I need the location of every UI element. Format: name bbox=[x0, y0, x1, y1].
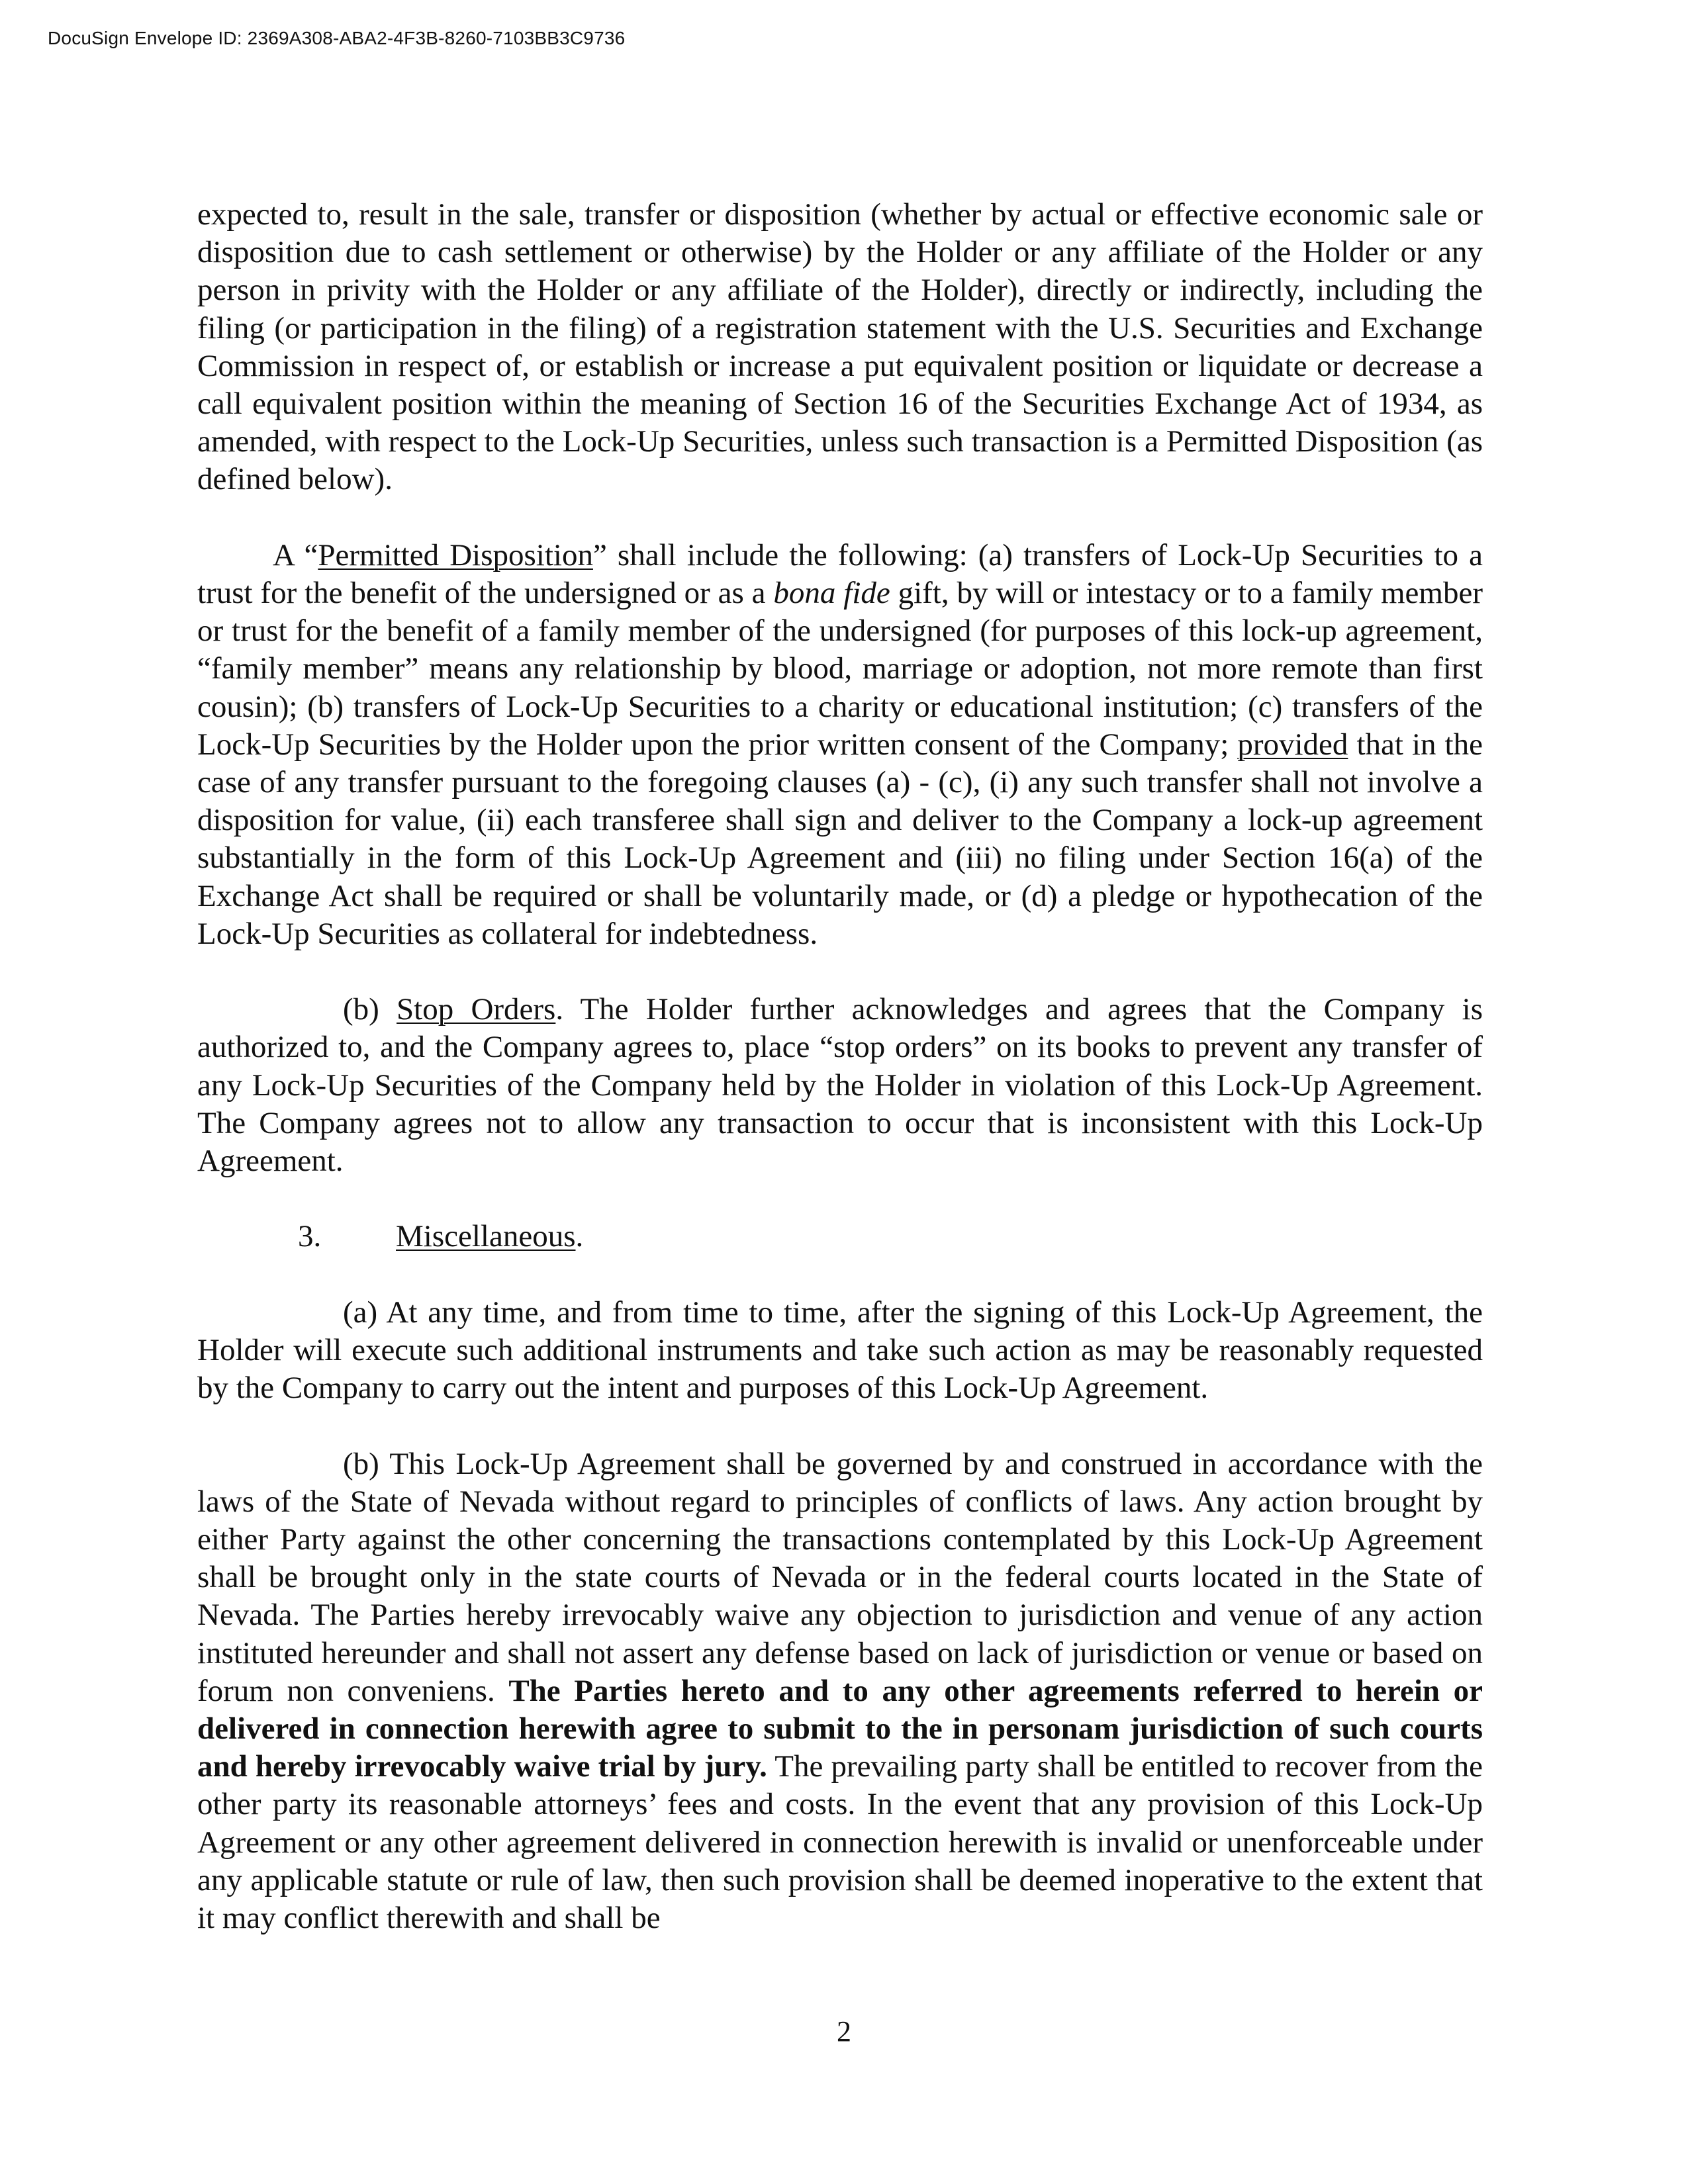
text-run: (b) This Lock-Up Agreement shall be governed by and construed in accordance with the laws of the State of Nevada without regard to principles of conflicts of laws. Any action brought by either Party against the other concerning the transactions contemplated by this Lock-Up Agreement shall be brought only in the state courts of Nevada or in the federal courts located in the State of Nevada. The Parties hereby irrevocably waive any objection to jurisdiction and venue of any action instituted hereunder and shall not assert any defense based on lack of jurisdiction or venue or based on forum non conveniens. bbox=[197, 1446, 1483, 1708]
section-number: 3. bbox=[298, 1219, 322, 1254]
text-run: ” shall include the following: (a) transfers of Lock-Up Securities to a trust for the benefit of the undersigned or as a bbox=[197, 537, 1483, 611]
paragraph-continuation: expected to, result in the sale, transfer or disposition (whether by actual or effective economic sale or disposition due to cash settlement or otherwise) by the Holder or any affiliate of the Holder or any person in privity with the Holder or any affiliate of the Holder), directly or indirectly, including the filing (or participation in the filing) of a registration statement with the U.S. Securities and Exchange Commission in respect of, or establish or increase a put equivalent position or liquidate or decrease a call equivalent position within the meaning of Section 16 of the Securities Exchange Act of 1934, as amended, with respect to the Lock-Up Securities, unless such transaction is a Permitted Disposition (as defined below). bbox=[197, 197, 1483, 497]
paragraph-permitted-disposition bbox=[197, 537, 1483, 953]
text-run: The prevailing party shall be entitled to recover from the other party its reasonable attorneys’ fees and costs. In the event that any provision of this Lock-Up Agreement or any other agreement delivered in connection herewith is invalid or unenforceable under any applicable statute or rule of law, then such provision shall be deemed inoperative to the extent that it may conflict therewith and shall be bbox=[197, 1749, 1483, 1936]
paragraph-further-assurances: (a) At any time, and from time to time, after the signing of this Lock-Up Agreement, the Holder will execute such additional instruments and take such action as may be reasonably requested by the Company to carry out the intent and purposes of this Lock-Up Agreement. bbox=[197, 1295, 1483, 1406]
page-number: 2 bbox=[837, 2015, 851, 2048]
text-run: A “ bbox=[273, 537, 318, 572]
section-heading-miscellaneous bbox=[197, 1218, 1483, 1255]
text-run: that in the case of any transfer pursuant to the foregoing clauses (a) - (c), (i) any such transfer shall not involve a disposition for value, (ii) each transferee shall sign and deliver to the Company a lock-up agreement substantially in the form of this Lock-Up Agreement and (iii) no filing under Section 16(a) of the Exchange Act shall be required or shall be voluntarily made, or (d) a pledge or hypothecation of the Lock-Up Securities as collateral for indebtedness. bbox=[197, 727, 1483, 951]
underlined-provided: provided bbox=[1237, 727, 1348, 762]
text-run: gift, by will or intestacy or to a family member or trust for the benefit of a family member of the undersigned (for purposes of this lock-up agreement, “family member” means any relationship by blood, marriage or adoption, not more remote than first cousin); (b) transfers of Lock-Up Securities to a charity or educational institution; (c) transfers of the Lock-Up Securities by the Holder upon the prior written consent of the Company; bbox=[197, 576, 1483, 762]
paragraph-governing-law bbox=[197, 1445, 1483, 1938]
text-run: (b) bbox=[343, 992, 397, 1027]
text-run: . The Holder further acknowledges and agrees that the Company is authorized to, and the Company agrees to, place “stop orders” on its books to prevent any transfer of any Lock-Up Securities of the Company held by the Holder in violation of this Lock-Up Agreement. The Company agrees not to allow any transaction to occur that is inconsistent with this Lock-Up Agreement. bbox=[197, 992, 1483, 1179]
italic-bona-fide: bona fide bbox=[773, 576, 890, 611]
section-title-period: . bbox=[575, 1219, 584, 1254]
defined-term-permitted-disposition: Permitted Disposition bbox=[318, 537, 593, 572]
docusign-envelope-id: DocuSign Envelope ID: 2369A308-ABA2-4F3B-8260-7103BB3C9736 bbox=[48, 28, 626, 48]
heading-stop-orders: Stop Orders bbox=[397, 992, 556, 1027]
paragraph-stop-orders bbox=[197, 991, 1483, 1180]
section-title: Miscellaneous bbox=[396, 1219, 576, 1254]
document-body bbox=[197, 196, 1483, 1975]
bold-jury-waiver: The Parties hereto and to any other agreements referred to herein or delivered in connection herewith agree to submit to the in personam jurisdiction of such courts and hereby irrevocably waive trial by jury. bbox=[197, 1673, 1483, 1784]
